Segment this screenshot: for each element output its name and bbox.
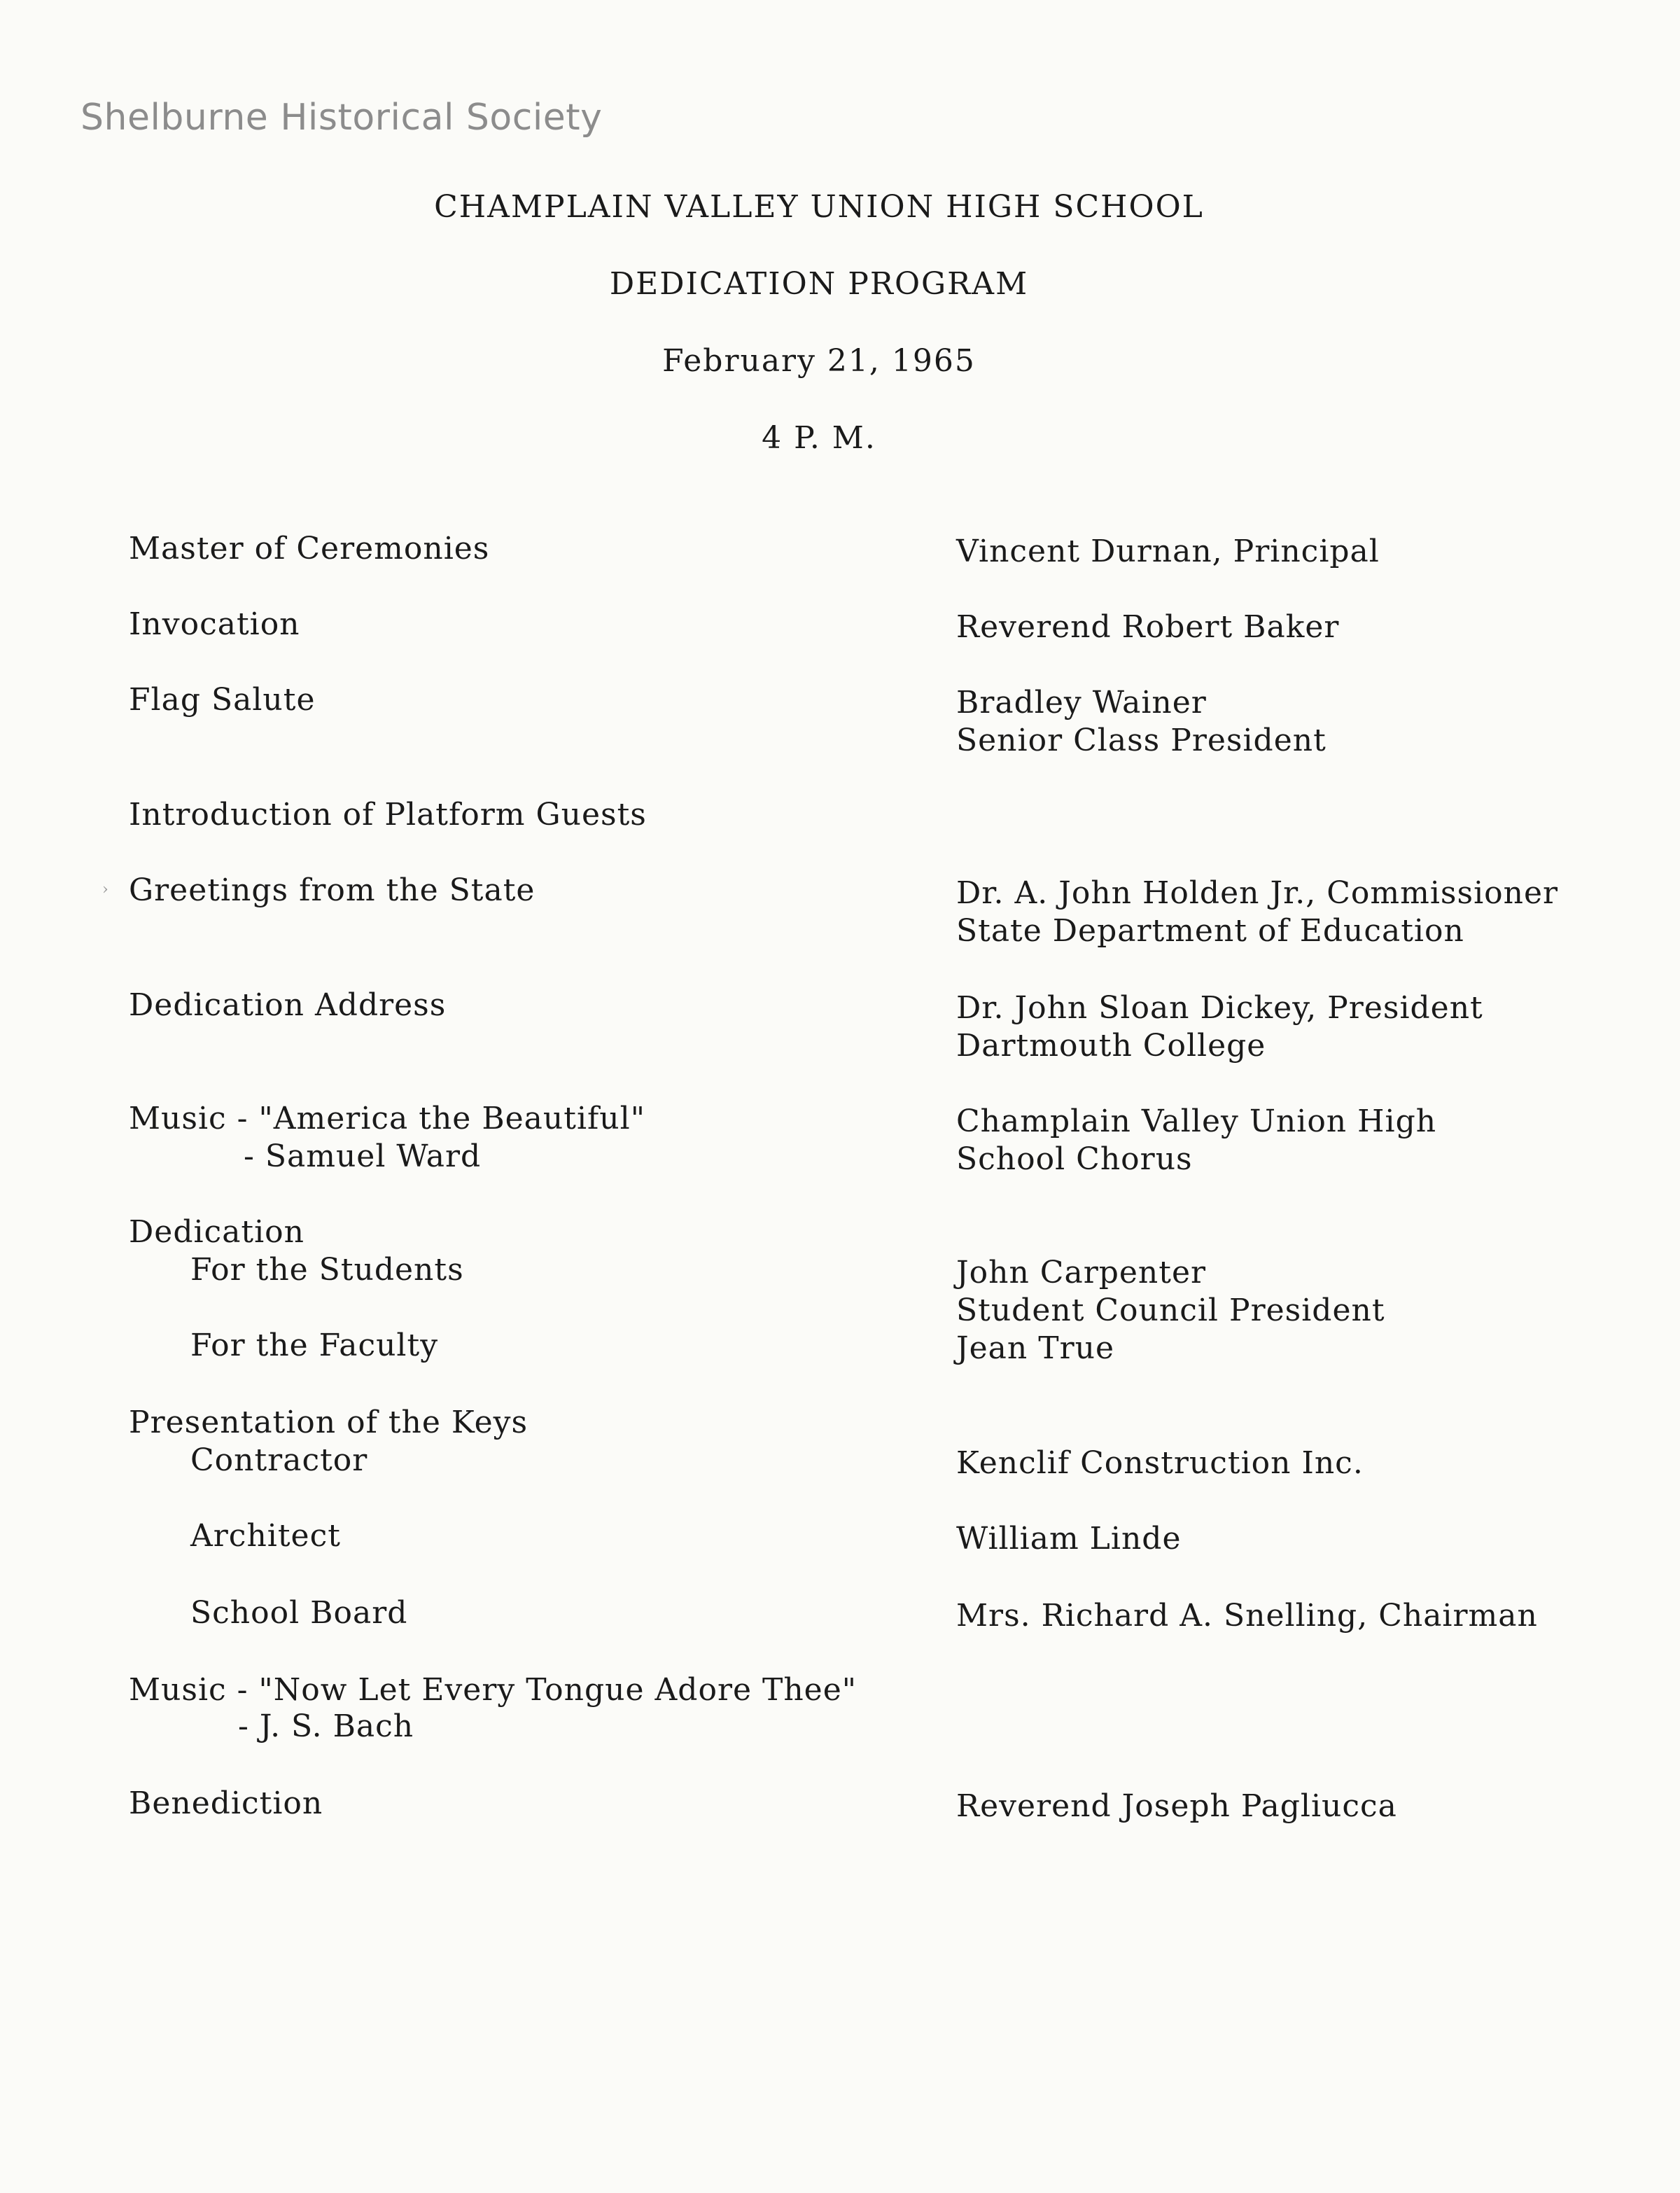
watermark-text: Shelburne Historical Society bbox=[80, 97, 603, 139]
program-item-label: Master of Ceremonies bbox=[129, 531, 490, 566]
program-item-label: Benediction bbox=[129, 1785, 323, 1821]
program-item-label: Presentation of the Keys bbox=[129, 1405, 528, 1440]
program-item-label: Invocation bbox=[129, 606, 300, 642]
program-subitem-label: School Board bbox=[190, 1595, 408, 1631]
program-item-role: Senior Class President bbox=[956, 723, 1326, 758]
program-time: 4 P. M. bbox=[762, 420, 876, 456]
program-item-role: Dartmouth College bbox=[956, 1028, 1266, 1064]
program-item-label: Introduction of Platform Guests bbox=[129, 797, 647, 833]
program-item-person: Dr. A. John Holden Jr., Commissioner bbox=[956, 875, 1559, 911]
school-title: CHAMPLAIN VALLEY UNION HIGH SCHOOL bbox=[434, 189, 1204, 225]
program-item-person: Champlain Valley Union High bbox=[956, 1104, 1437, 1139]
program-item-person: John Carpenter bbox=[956, 1255, 1207, 1290]
program-item-person: Reverend Joseph Pagliucca bbox=[956, 1788, 1397, 1824]
program-item-label: Music - "Now Let Every Tongue Adore Thee" bbox=[129, 1672, 858, 1708]
program-item-role: State Department of Education bbox=[956, 913, 1464, 949]
program-item-role: Student Council President bbox=[956, 1293, 1385, 1328]
margin-mark: › bbox=[102, 881, 108, 898]
program-item-label: Dedication bbox=[129, 1214, 305, 1250]
program-item-person: Jean True bbox=[956, 1330, 1114, 1366]
program-item-composer: - J. S. Bach bbox=[238, 1708, 414, 1744]
program-item-person: Dr. John Sloan Dickey, President bbox=[956, 990, 1483, 1026]
program-item-person: Mrs. Richard A. Snelling, Chairman bbox=[956, 1598, 1538, 1634]
program-subitem-label: For the Students bbox=[190, 1252, 464, 1288]
program-item-label: Dedication Address bbox=[129, 987, 447, 1023]
program-item-person: Vincent Durnan, Principal bbox=[956, 534, 1380, 569]
program-item-label: Flag Salute bbox=[129, 682, 316, 718]
program-item-person: Reverend Robert Baker bbox=[956, 609, 1340, 645]
program-subitem-label: Architect bbox=[190, 1518, 341, 1554]
program-item-label: Music - "America the Beautiful" bbox=[129, 1101, 645, 1136]
program-title: DEDICATION PROGRAM bbox=[609, 266, 1029, 302]
program-item-person: Kenclif Construction Inc. bbox=[956, 1445, 1364, 1481]
program-item-composer: - Samuel Ward bbox=[244, 1139, 482, 1174]
program-item-person: William Linde bbox=[956, 1521, 1182, 1557]
program-subitem-label: For the Faculty bbox=[190, 1328, 439, 1363]
program-item-role: School Chorus bbox=[956, 1141, 1193, 1177]
program-subitem-label: Contractor bbox=[190, 1442, 368, 1478]
program-item-label: Greetings from the State bbox=[129, 872, 536, 908]
program-item-person: Bradley Wainer bbox=[956, 685, 1207, 720]
program-date: February 21, 1965 bbox=[662, 343, 976, 379]
